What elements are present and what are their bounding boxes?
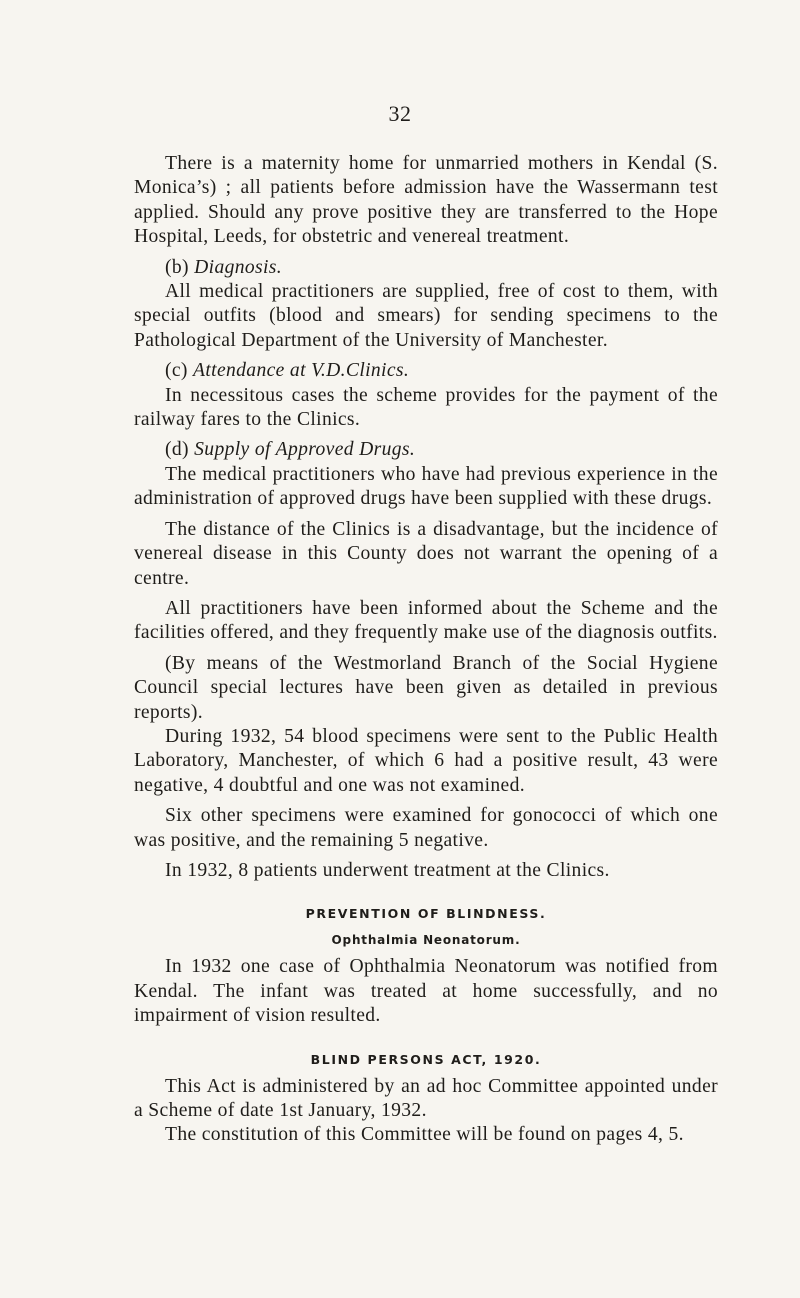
section-title-blind-persons: BLIND PERSONS ACT, 1920. xyxy=(310,1051,542,1067)
section-title-prevention: PREVENTION OF BLINDNESS. xyxy=(305,906,547,922)
heading-label: (c) xyxy=(165,360,194,382)
heading-title: Supply of Approved Drugs. xyxy=(194,439,416,461)
heading-diagnosis xyxy=(134,256,718,280)
paragraph-supply-drugs: The medical practitioners who have had previous experience in the administration of approved drugs have been supplied with these drugs. xyxy=(134,463,718,510)
paragraph-treatment: In 1932, 8 patients underwent treatment at the Clinics. xyxy=(165,859,610,881)
paragraph-committee: The constitution of this Committee will be found on pages 4, 5. xyxy=(165,1124,684,1146)
paragraph-lectures: (By means of the Westmorland Branch of the Social Hygiene Council special lectures have been given as detailed in previous reports). xyxy=(134,652,718,723)
paragraph-distance: The distance of the Clinics is a disadvantage, but the incidence of venereal disease in this County does not warrant the opening of a centre. xyxy=(134,518,718,589)
paragraph-maternity-home: There is a maternity home for unmarried mothers in Kendal (S. Monica’s) ; all patients before admission have the Wassermann test applied. Should any prove positive they are transferred to the Hope Hospital, Leeds, for obstetric and venereal treatment. xyxy=(134,153,718,248)
heading-supply-drugs xyxy=(134,438,718,462)
paragraph-gonococci: Six other specimens were examined for gonococci of which one was positive, and the remaining 5 negative. xyxy=(134,805,718,851)
heading-title: Attendance at V.D.Clinics. xyxy=(193,360,410,382)
paragraph-attendance: In necessitous cases the scheme provides for the payment of the railway fares to the Clinics. xyxy=(134,384,718,431)
paragraph-practitioners: All practitioners have been informed about the Scheme and the facilities offered, and they frequently make use of the diagnosis outfits. xyxy=(134,597,718,644)
heading-title: Diagnosis. xyxy=(194,256,283,278)
heading-label: (d) xyxy=(165,439,195,461)
body-text xyxy=(134,152,718,1148)
paragraph-blind-act: This Act is administered by an ad hoc Committee appointed under a Scheme of date 1st January, 1932. xyxy=(134,1075,718,1121)
paragraph-blood-specimens: During 1932, 54 blood specimens were sent to the Public Health Laboratory, Manchester, of which 6 had a positive result, 43 were negative, 4 doubtful and one was not examined. xyxy=(134,725,718,796)
heading-label: (b) xyxy=(165,256,195,278)
paragraph-diagnosis: All medical practitioners are supplied, free of cost to them, with special outfits (blood and smears) for sending specimens to the Pathological Department of the University of Manchester. xyxy=(134,281,718,351)
heading-attendance xyxy=(134,359,718,383)
page-number: 32 xyxy=(388,101,412,126)
paragraph-ophthalmia: In 1932 one case of Ophthalmia Neonatorum was notified from Kendal. The infant was treated at home successfully, and no impairment of vision resulted. xyxy=(134,956,718,1027)
subtitle-ophthalmia: Ophthalmia Neonatorum. xyxy=(331,933,521,948)
